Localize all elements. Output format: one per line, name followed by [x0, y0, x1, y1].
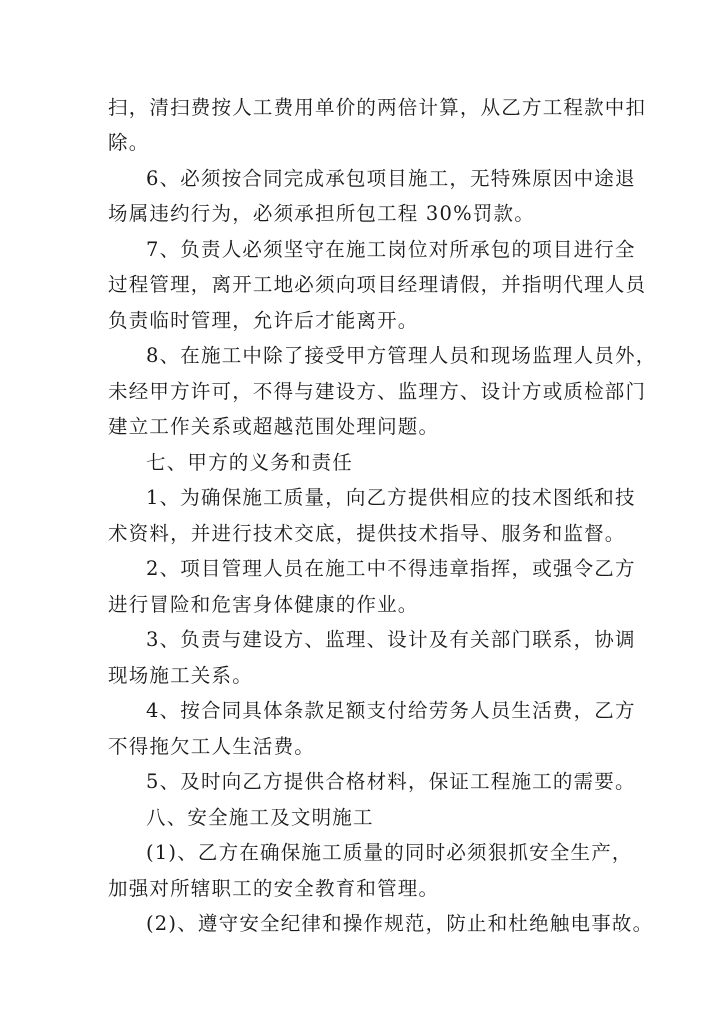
- text-line: 建立工作关系或超越范围处理问题。: [108, 415, 440, 438]
- text-line: 负责临时管理，允许后才能离开。: [108, 309, 419, 332]
- text-line: 现场施工关系。: [108, 664, 253, 687]
- text-line: 术资料，并进行技术交底，提供技术指导、服务和监督。: [108, 522, 626, 545]
- text-line: (1)、乙方在确保施工质量的同时必须狠抓安全生产，: [146, 841, 633, 864]
- text-line: 除。: [108, 131, 150, 154]
- text-line: 进行冒险和危害身体健康的作业。: [108, 593, 419, 616]
- text-line: 4、按合同具体条款足额支付给劳务人员生活费，乙方: [146, 699, 636, 722]
- text-line: 1、为确保施工质量，向乙方提供相应的技术图纸和技: [146, 486, 636, 509]
- text-line: 3、负责与建设方、监理、设计及有关部门联系，协调: [146, 628, 636, 651]
- text-line: 5、及时向乙方提供合格材料，保证工程施工的需要。: [146, 770, 636, 793]
- text-line: 加强对所辖职工的安全教育和管理。: [108, 877, 440, 900]
- text-line: 2、项目管理人员在施工中不得违章指挥，或强令乙方: [146, 557, 636, 580]
- text-line: 过程管理，离开工地必须向项目经理请假，并指明代理人员: [108, 273, 647, 296]
- text-line: 8、在施工中除了接受甲方管理人员和现场监理人员外，: [146, 344, 657, 367]
- text-line: 扫，清扫费按人工费用单价的两倍计算，从乙方工程款中扣: [108, 96, 647, 119]
- section-heading: 八、安全施工及文明施工: [146, 806, 374, 829]
- text-line: 6、必须按合同完成承包项目施工，无特殊原因中途退: [146, 167, 636, 190]
- text-line: (2)、遵守安全纪律和操作规范，防止和杜绝触电事故。: [146, 912, 654, 935]
- text-line: 7、负责人必须坚守在施工岗位对所承包的项目进行全: [146, 238, 636, 261]
- section-heading: 七、甲方的义务和责任: [146, 451, 354, 474]
- text-line: 不得拖欠工人生活费。: [108, 735, 316, 758]
- text-line: 场属违约行为，必须承担所包工程 30%罚款。: [108, 202, 535, 225]
- text-line: 未经甲方许可，不得与建设方、监理方、设计方或质检部门: [108, 380, 647, 403]
